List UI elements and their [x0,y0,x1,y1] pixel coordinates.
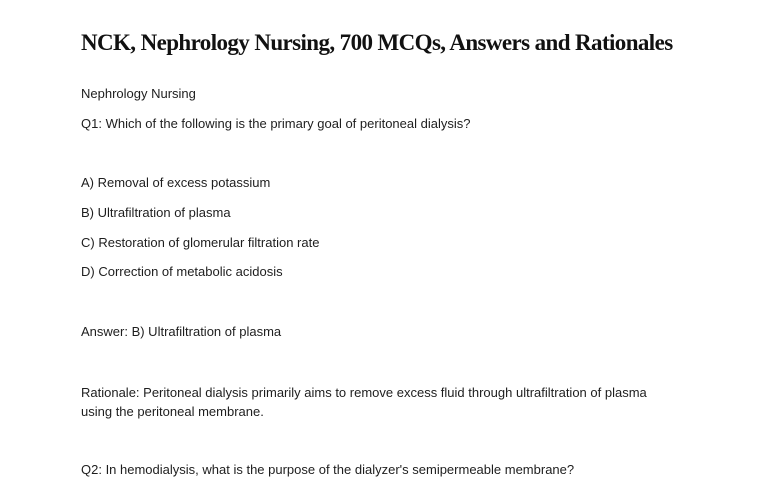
question-2: Q2: In hemodialysis, what is the purpose of the dialyzer's semipermeable membrane? [81,462,575,477]
question-1-option-b: B) Ultrafiltration of plasma [81,205,231,220]
question-1-answer: Answer: B) Ultrafiltration of plasma [81,324,282,339]
question-1: Q1: Which of the following is the primary goal of peritoneal dialysis? [81,116,471,131]
section-heading: Nephrology Nursing [81,86,196,101]
question-1-option-c: C) Restoration of glomerular filtration rate [81,235,320,250]
document-title: NCK, Nephrology Nursing, 700 MCQs, Answers and Rationales [81,30,673,55]
question-1-option-a: A) Removal of excess potassium [81,175,271,190]
question-1-rationale: Rationale: Peritoneal dialysis primarily aims to remove excess fluid through ultrafiltration of plasma using the peritoneal membrane. [81,385,647,419]
question-1-option-d: D) Correction of metabolic acidosis [81,264,283,279]
